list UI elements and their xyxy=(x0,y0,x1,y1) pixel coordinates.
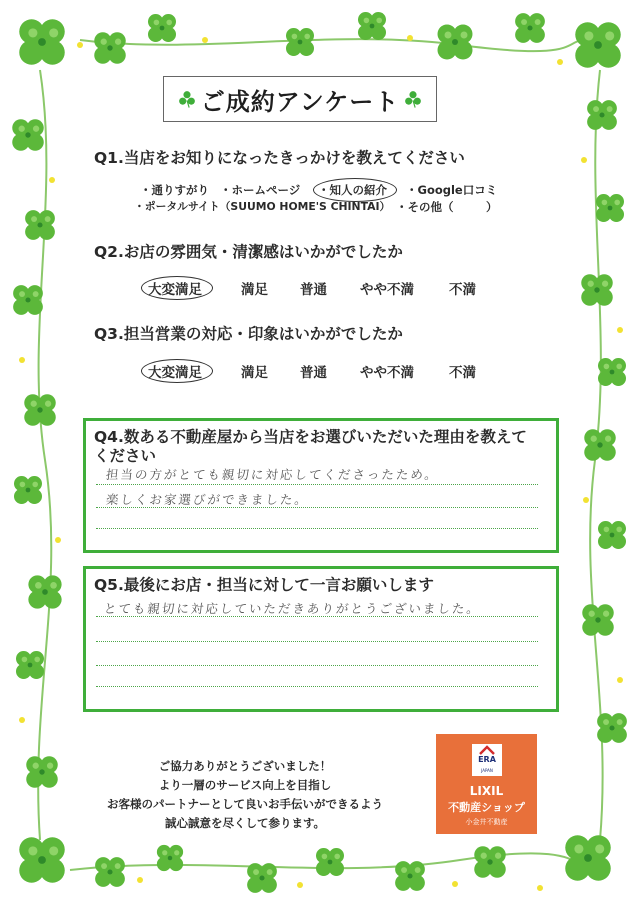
answer-line xyxy=(96,665,538,666)
q5-handwritten-answer-1: とても親切に対応していただきありがとうございました。 xyxy=(103,601,482,616)
q4-handwritten-answer-1: 担当の方がとても親切に対応してくださったため。 xyxy=(105,467,440,482)
q4-title-line2: ください xyxy=(94,447,157,465)
footer-line-3: お客様のパートナーとして良いお手伝いができるよう xyxy=(107,797,383,811)
q1-option-walk-by[interactable]: ・通りすがり xyxy=(140,183,209,197)
shop-name: 不動産ショップ xyxy=(448,801,525,814)
q3-rating-dissatisfied[interactable]: 不満 xyxy=(449,365,476,381)
q2-rating-dissatisfied[interactable]: 不満 xyxy=(449,282,476,298)
q1-option-other[interactable]: ・その他（ xyxy=(396,200,454,214)
era-japan-text: JAPAN xyxy=(481,768,493,773)
q1-title: Q1.当店をお知りになったきっかけを教えてください xyxy=(94,149,465,167)
q5-title: Q5.最後にお店・担当に対して一言お願いします xyxy=(94,576,434,594)
q1-option-referral[interactable]: ・知人の紹介 xyxy=(318,183,387,197)
q3-rating-somewhat-dissatisfied[interactable]: やや不満 xyxy=(360,365,414,381)
q4-title-line1: Q4.数ある不動産屋から当店をお選びいただいた理由を教えて xyxy=(94,428,527,446)
q1-option-other-close: ） xyxy=(486,200,498,214)
clover-icon xyxy=(403,89,423,109)
answer-line xyxy=(96,641,538,642)
q1-option-google-reviews[interactable]: ・Google口コミ xyxy=(406,183,498,197)
q1-option-homepage[interactable]: ・ホームページ xyxy=(220,183,301,197)
answer-line xyxy=(96,616,538,617)
q2-rating-somewhat-dissatisfied[interactable]: やや不満 xyxy=(360,282,414,298)
era-badge xyxy=(472,744,502,776)
q2-rating-satisfied[interactable]: 満足 xyxy=(241,282,268,298)
q3-rating-satisfied[interactable]: 満足 xyxy=(241,365,268,381)
lixil-brand: LIXIL xyxy=(469,784,504,798)
answer-line xyxy=(96,686,538,687)
q3-title: Q3.担当営業の対応・印象はいかがでしたか xyxy=(94,325,403,343)
q3-rating-very-satisfied[interactable]: 大変満足 xyxy=(148,365,202,381)
era-text: ERA xyxy=(478,755,496,764)
q2-title: Q2.お店の雰囲気・清潔感はいかがでしたか xyxy=(94,243,403,261)
page-title: ご成約アンケート xyxy=(200,87,400,116)
q3-rating-neutral[interactable]: 普通 xyxy=(300,365,327,381)
answer-line xyxy=(96,528,538,529)
survey-title-box xyxy=(163,76,437,122)
answer-line xyxy=(96,507,538,508)
q4-handwritten-answer-2: 楽しくお家選びができました。 xyxy=(105,492,310,507)
branch-name: 小金井不動産 xyxy=(465,818,508,826)
q4-answer-box xyxy=(83,418,559,553)
footer-line-2: より一層のサービス向上を目指し xyxy=(158,778,332,792)
q2-rating-neutral[interactable]: 普通 xyxy=(300,282,327,298)
footer-line-4: 誠心誠意を尽くして参ります。 xyxy=(164,816,326,830)
lixil-shop-logo xyxy=(436,734,537,834)
house-roof-icon xyxy=(479,745,495,755)
q2-rating-very-satisfied[interactable]: 大変満足 xyxy=(148,282,202,298)
q1-option-portal-site[interactable]: ・ポータルサイト（SUUMO HOME'S CHINTAI） xyxy=(134,200,391,213)
answer-line xyxy=(96,484,538,485)
q5-answer-box xyxy=(83,566,559,712)
footer-line-1: ご協力ありがとうございました！ xyxy=(158,759,332,773)
clover-icon xyxy=(177,89,197,109)
